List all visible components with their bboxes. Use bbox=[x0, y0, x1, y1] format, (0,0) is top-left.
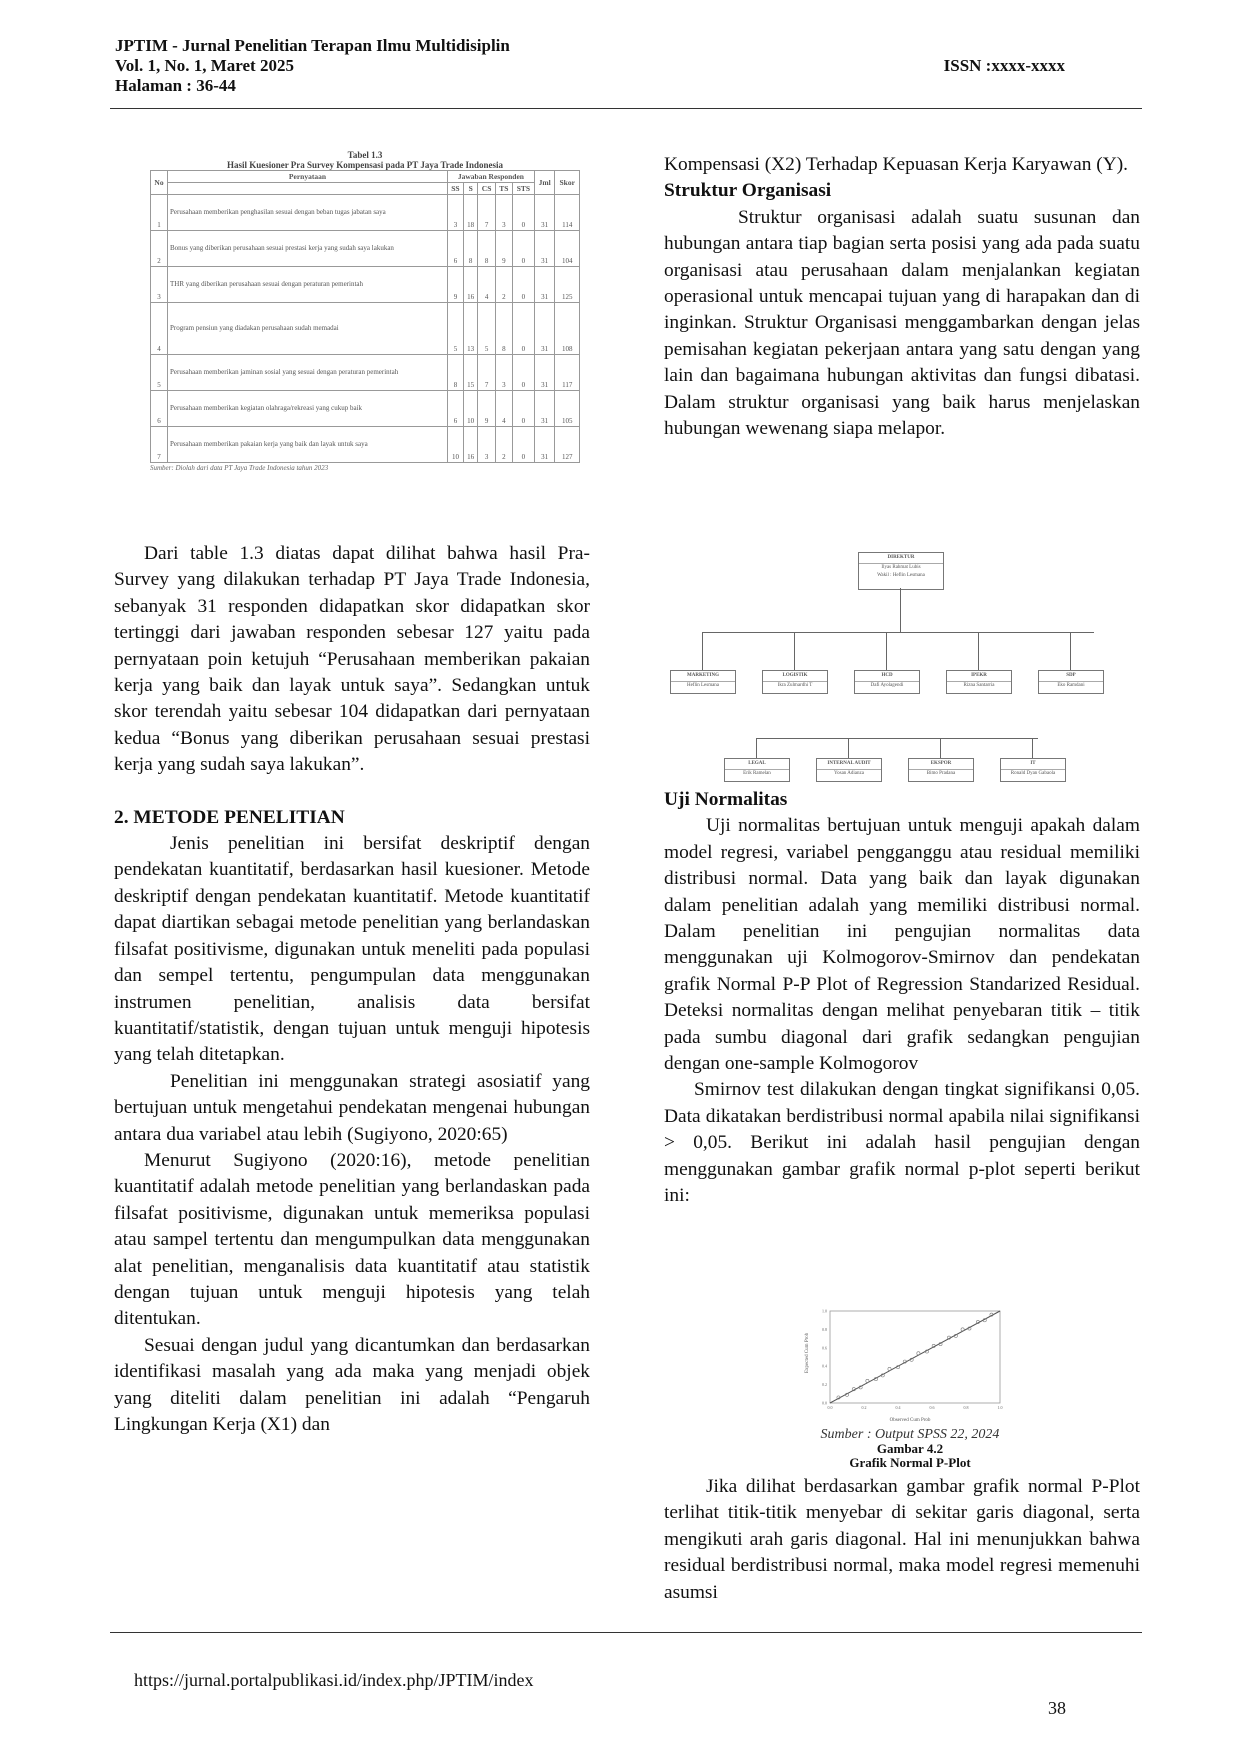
right-column-top bbox=[664, 152, 1140, 442]
table-row bbox=[151, 427, 580, 463]
table-cell-sts: 0 bbox=[512, 267, 534, 303]
org-connector bbox=[756, 738, 757, 758]
org-connector bbox=[978, 632, 979, 670]
table-1-3-figure bbox=[150, 150, 580, 472]
org-box-title: HCD bbox=[855, 671, 919, 682]
org-box-division bbox=[908, 758, 974, 782]
x-tick-label: 0.2 bbox=[861, 1405, 867, 1410]
org-box-division bbox=[946, 670, 1012, 694]
paragraph: Kompensasi (X2) Terhadap Kepuasan Kerja Karyawan (Y). bbox=[664, 154, 1129, 175]
table-cell-stmt: Bonus yang diberikan perusahaan sesuai prestasi kerja yang sudah saya lakukan bbox=[168, 231, 448, 267]
table-cell-skor: 127 bbox=[555, 427, 580, 463]
table-cell-stmt: Program pensiun yang diadakan perusahaan sudah memadai bbox=[168, 303, 448, 355]
table-cell-ss: 8 bbox=[447, 355, 463, 391]
left-column bbox=[114, 541, 590, 1438]
table-row bbox=[151, 355, 580, 391]
table-cell-jml: 31 bbox=[534, 231, 555, 267]
table-cell-s: 10 bbox=[463, 391, 477, 427]
table-cell-cs: 8 bbox=[478, 231, 496, 267]
y-tick-label: 0.8 bbox=[822, 1326, 827, 1332]
table-cell-no: 1 bbox=[151, 195, 168, 231]
org-box-division bbox=[724, 758, 790, 782]
table-cell-s: 16 bbox=[463, 427, 477, 463]
table-cell-ts: 9 bbox=[495, 231, 512, 267]
table-cell-cs: 9 bbox=[478, 391, 496, 427]
table-cell-ts: 2 bbox=[495, 427, 512, 463]
table-cell-no: 3 bbox=[151, 267, 168, 303]
page-number: 38 bbox=[1048, 1698, 1066, 1718]
table-cell-stmt: Perusahaan memberikan penghasilan sesuai dengan beban tugas jabatan saya bbox=[168, 195, 448, 231]
th-jml: Jml bbox=[534, 171, 555, 195]
figure-caption bbox=[780, 1428, 1040, 1470]
table-row bbox=[151, 303, 580, 355]
journal-issn: ISSN :xxxx-xxxx bbox=[943, 56, 1065, 75]
paragraph: Struktur organisasi adalah suatu susunan dan hubungan antara tiap bagian serta posisi yang ada pada suatu organisasi atau perusahaan dalam menjalankan kegiatan operasional untuk mencapai tujuan yang di harapakan dan di inginkan. Struktur Organisasi menggambarkan dengan jelas pemisahan kegiatan pekerjaan antara yang satu dengan yang lain dan bagaimana hubungan aktivitas dan fungsi dibatasi. Dalam struktur organisasi yang baik harus menjelaskan hubungan wewenang siapa melapor. bbox=[664, 206, 1140, 440]
table-cell-ss: 3 bbox=[447, 195, 463, 231]
table-cell-jml: 31 bbox=[534, 427, 555, 463]
paragraph: Dari table 1.3 diatas dapat dilihat bahwa hasil Pra-Survey yang dilakukan terhadap PT Jaya Trade Indonesia, sebanyak 31 responden didapatkan skor didapatkan skor tertinggi dari jawaban responden sebesar 127 yaitu pada pernyataan poin ketujuh “Perusahaan memberikan pakaian kerja yang baik dan layak untuk saya”. Sedangkan untuk skor terendah yaitu sebesar 104 didapatkan dari pernyataan kedua “Bonus yang diberikan perusahaan sesuai prestasi kerja yang sudah saya lakukan”. bbox=[114, 543, 590, 776]
paragraph: Jenis penelitian ini bersifat deskriptif dengan pendekatan kuantitatif, berdasarkan hasil kuesioner. Metode deskriptif dengan pendekatan kuantitatif. Metode kuantitatif dapat diartikan sebagai metode penelitian yang berlandaskan filsafat positivisme, digunakan untuk meneliti pada populasi dan sempel tertentu, pengumpulan data menggunakan instrumen penelitian, analisis data bersifat kuantitatif/statistik, dengan tujuan untuk menguji hipotesis yang telah ditetapkan. bbox=[114, 833, 590, 1066]
org-box-title: LEGAL bbox=[725, 759, 789, 770]
table-cell-sts: 0 bbox=[512, 195, 534, 231]
org-connector bbox=[900, 588, 901, 632]
org-connector bbox=[702, 632, 703, 670]
table-title: Hasil Kuesioner Pra Survey Kompensasi pada PT Jaya Trade Indonesia bbox=[226, 160, 504, 170]
org-box-title: LOGISTIK bbox=[763, 671, 827, 682]
org-box-name: Heflin Lesmana bbox=[686, 683, 720, 688]
table-cell-cs: 7 bbox=[478, 355, 496, 391]
paragraph: Smirnov test dilakukan dengan tingkat signifikansi 0,05. Data dikatakan berdistribusi normal apabila nilai signifikansi > 0,05. Berikut ini adalah hasil pengujian dengan menggunakan gambar grafik normal p-plot seperti berikut ini: bbox=[664, 1079, 1140, 1207]
org-connector bbox=[1070, 632, 1071, 670]
org-chart bbox=[670, 552, 1130, 782]
org-connector bbox=[848, 738, 849, 758]
org-box-name: Ronald Dyan Gabaola bbox=[1010, 771, 1056, 776]
header-rule bbox=[110, 108, 1142, 109]
table-cell-cs: 4 bbox=[478, 267, 496, 303]
table-cell-no: 4 bbox=[151, 303, 168, 355]
paragraph: Penelitian ini menggunakan strategi asosiatif yang bertujuan untuk mengetahui pendekatan mengenai hubungan antara dua variabel atau lebih (Sugiyono, 2020:65) bbox=[114, 1070, 590, 1145]
org-connector bbox=[794, 632, 795, 670]
th-skor: Skor bbox=[555, 171, 580, 195]
right-column-bottom bbox=[664, 1474, 1140, 1606]
journal-volume: Vol. 1, No. 1, Maret 2025 bbox=[115, 56, 294, 75]
table-cell-ts: 3 bbox=[495, 195, 512, 231]
table-cell-s: 13 bbox=[463, 303, 477, 355]
org-box-title: IPEKR bbox=[947, 671, 1011, 682]
footer-url[interactable]: https://jurnal.portalpublikasi.id/index.php/JPTIM/index bbox=[134, 1670, 534, 1690]
subsection-heading: Struktur Organisasi bbox=[664, 180, 832, 202]
table-cell-sts: 0 bbox=[512, 231, 534, 267]
table-cell-stmt: THR yang diberikan perusahaan sesuai dengan peraturan pemerintah bbox=[168, 267, 448, 303]
table-source: Sumber: Diolah dari data PT Jaya Trade Indonesia tahun 2023 bbox=[150, 464, 329, 472]
org-box-title: SDP bbox=[1039, 671, 1103, 682]
table-row bbox=[151, 231, 580, 267]
org-box-name: Ilyas Rahmat Lubis bbox=[881, 565, 921, 570]
th-group: Jawaban Responden bbox=[447, 171, 534, 183]
y-tick-label: 0.4 bbox=[822, 1363, 827, 1369]
paragraph: Uji normalitas bertujuan untuk menguji apakah dalam model regresi, variabel pengganggu atau residual memiliki distribusi normal. Data yang baik dan layak digunakan dalam penelitian adalah yang memiliki distribusi normal. Dalam penelitian ini pengujian normalitas data menggunakan uji Kolmogorov-Smirnov dan pendekatan grafik Normal P-P Plot of Regression Standarized Residual. Deteksi normalitas dengan melihat penyebaran titik – titik pada sumbu diagonal dari grafik sedangkan pengujian dengan one-sample Kolmogorov bbox=[664, 815, 1140, 1075]
org-box-title: INTERNAL AUDIT bbox=[817, 759, 881, 770]
table-cell-stmt: Perusahaan memberikan pakaian kerja yang baik dan layak untuk saya bbox=[168, 427, 448, 463]
org-box-title: EKSPOR bbox=[909, 759, 973, 770]
table-cell-skor: 108 bbox=[555, 303, 580, 355]
org-box-name: Eko Ramdani bbox=[1057, 683, 1085, 688]
table-row bbox=[151, 391, 580, 427]
org-box-division bbox=[854, 670, 920, 694]
table-cell-no: 5 bbox=[151, 355, 168, 391]
org-box-name: Dafi Ayolagendi bbox=[870, 683, 904, 688]
journal-title: JPTIM - Jurnal Penelitian Terapan Ilmu Multidisiplin bbox=[115, 36, 510, 55]
org-box-division bbox=[1038, 670, 1104, 694]
x-tick-label: 0.4 bbox=[895, 1405, 901, 1410]
table-cell-sts: 0 bbox=[512, 303, 534, 355]
org-connector bbox=[1032, 738, 1033, 758]
org-box-name: Rizna Santarria bbox=[963, 683, 995, 688]
org-box-title: DIREKTUR bbox=[859, 553, 943, 564]
y-tick-label: 1.0 bbox=[822, 1308, 827, 1314]
paragraph: Sesuai dengan judul yang dicantumkan dan berdasarkan identifikasi masalah yang ada maka yang menjadi objek yang diteliti dalam penelitian ini adalah “Pengaruh Lingkungan Kerja (X1) dan bbox=[114, 1334, 590, 1435]
org-box-title: IT bbox=[1001, 759, 1065, 770]
x-tick-label: 0.0 bbox=[827, 1405, 833, 1410]
table-cell-ts: 4 bbox=[495, 391, 512, 427]
table-cell-stmt: Perusahaan memberikan jaminan sosial yang sesuai dengan peraturan pemerintah bbox=[168, 355, 448, 391]
table-row bbox=[151, 267, 580, 303]
journal-header bbox=[115, 36, 1145, 96]
org-box-division bbox=[816, 758, 882, 782]
table-cell-skor: 105 bbox=[555, 391, 580, 427]
th-sts: STS bbox=[512, 183, 534, 195]
table-cell-sts: 0 bbox=[512, 355, 534, 391]
table-cell-s: 18 bbox=[463, 195, 477, 231]
org-box-division bbox=[762, 670, 828, 694]
th-no: No bbox=[151, 171, 168, 195]
th-s: S bbox=[463, 183, 477, 195]
paragraph: Menurut Sugiyono (2020:16), metode penelitian kuantitatif adalah metode penelitian yang berlandaskan pada filsafat positivisme, digunakan untuk memeriksa populasi atau sampel tertentu dan mengumpulkan data menggunakan alat penelitian, menganalisis data kuantitatif atau statistik dengan tujuan untuk menguji hipotesis yang telah ditentukan. bbox=[114, 1149, 590, 1330]
table-cell-ts: 3 bbox=[495, 355, 512, 391]
table-cell-ss: 5 bbox=[447, 303, 463, 355]
th-cs: CS bbox=[478, 183, 496, 195]
y-tick-label: 0.2 bbox=[822, 1382, 827, 1388]
section-heading: 2. METODE PENELITIAN bbox=[114, 806, 345, 828]
table-cell-sts: 0 bbox=[512, 427, 534, 463]
table-cell-jml: 31 bbox=[534, 195, 555, 231]
x-tick-label: 0.6 bbox=[929, 1405, 935, 1410]
figure-label: Gambar 4.2 bbox=[876, 1441, 944, 1456]
table-row bbox=[151, 195, 580, 231]
table-cell-sts: 0 bbox=[512, 391, 534, 427]
y-tick-label: 0.6 bbox=[822, 1345, 827, 1351]
journal-pages: Halaman : 36-44 bbox=[115, 76, 236, 95]
table-cell-cs: 3 bbox=[478, 427, 496, 463]
org-box-name: Yosan Adianza bbox=[834, 771, 864, 776]
org-connector bbox=[940, 738, 941, 758]
org-box-name: Ikra Zulmardhi T bbox=[777, 683, 813, 688]
normal-pp-plot bbox=[800, 1303, 1020, 1423]
table-cell-ts: 2 bbox=[495, 267, 512, 303]
table-cell-cs: 7 bbox=[478, 195, 496, 231]
x-tick-label: 1.0 bbox=[997, 1405, 1003, 1410]
table-cell-jml: 31 bbox=[534, 391, 555, 427]
table-cell-ts: 8 bbox=[495, 303, 512, 355]
org-connector bbox=[886, 632, 887, 670]
table-cell-ss: 6 bbox=[447, 231, 463, 267]
th-blank bbox=[168, 183, 448, 195]
table-cell-jml: 31 bbox=[534, 355, 555, 391]
table-cell-s: 15 bbox=[463, 355, 477, 391]
table-cell-s: 16 bbox=[463, 267, 477, 303]
org-box-name: Erik Ramelan bbox=[743, 771, 771, 776]
table-cell-no: 2 bbox=[151, 231, 168, 267]
right-column-middle bbox=[664, 787, 1140, 1210]
footer-rule bbox=[110, 1632, 1142, 1633]
table-cell-ss: 9 bbox=[447, 267, 463, 303]
table-cell-jml: 31 bbox=[534, 303, 555, 355]
paragraph: Jika dilihat berdasarkan gambar grafik normal P-Plot terlihat titik-titik menyebar di sekitar garis diagonal, serta mengikuti arah garis diagonal. Hal ini menunjukkan bahwa residual berdistribusi normal, maka model regresi memenuhi asumsi bbox=[664, 1476, 1140, 1603]
org-box-title: MARKETING bbox=[671, 671, 735, 682]
table-caption: Tabel 1.3 bbox=[347, 150, 383, 160]
subsection-heading: Uji Normalitas bbox=[664, 789, 788, 810]
table-cell-skor: 117 bbox=[555, 355, 580, 391]
table-cell-jml: 31 bbox=[534, 267, 555, 303]
table-cell-cs: 5 bbox=[478, 303, 496, 355]
pp-y-axis-label: Expected Cum Prob bbox=[805, 1332, 810, 1373]
table-cell-s: 8 bbox=[463, 231, 477, 267]
org-connector bbox=[756, 738, 1038, 739]
table-cell-stmt: Perusahaan memberikan kegiatan olahraga/rekreasi yang cukup baik bbox=[168, 391, 448, 427]
x-tick-label: 0.8 bbox=[963, 1405, 969, 1410]
th-ts: TS bbox=[495, 183, 512, 195]
table-cell-ss: 6 bbox=[447, 391, 463, 427]
table-cell-no: 6 bbox=[151, 391, 168, 427]
figure-title: Grafik Normal P-Plot bbox=[849, 1455, 971, 1470]
org-box-name: Bimo Pradana bbox=[926, 771, 956, 776]
table-cell-skor: 114 bbox=[555, 195, 580, 231]
table-cell-ss: 10 bbox=[447, 427, 463, 463]
table-cell-skor: 125 bbox=[555, 267, 580, 303]
org-connector bbox=[702, 632, 1094, 633]
org-box-division bbox=[1000, 758, 1066, 782]
y-tick-label: 0.0 bbox=[822, 1400, 827, 1406]
org-box-division bbox=[670, 670, 736, 694]
th-ss: SS bbox=[447, 183, 463, 195]
figure-source: Sumber : Output SPSS 22, 2024 bbox=[820, 1427, 1000, 1442]
pp-x-axis-label: Observed Cum Prob bbox=[889, 1418, 931, 1423]
table-cell-no: 7 bbox=[151, 427, 168, 463]
survey-table bbox=[150, 170, 580, 463]
table-cell-skor: 104 bbox=[555, 231, 580, 267]
org-box-name: Wakil : Heflin Lesmana bbox=[877, 573, 925, 578]
th-statement: Pernyataan bbox=[168, 171, 448, 183]
org-box-director bbox=[858, 552, 944, 590]
